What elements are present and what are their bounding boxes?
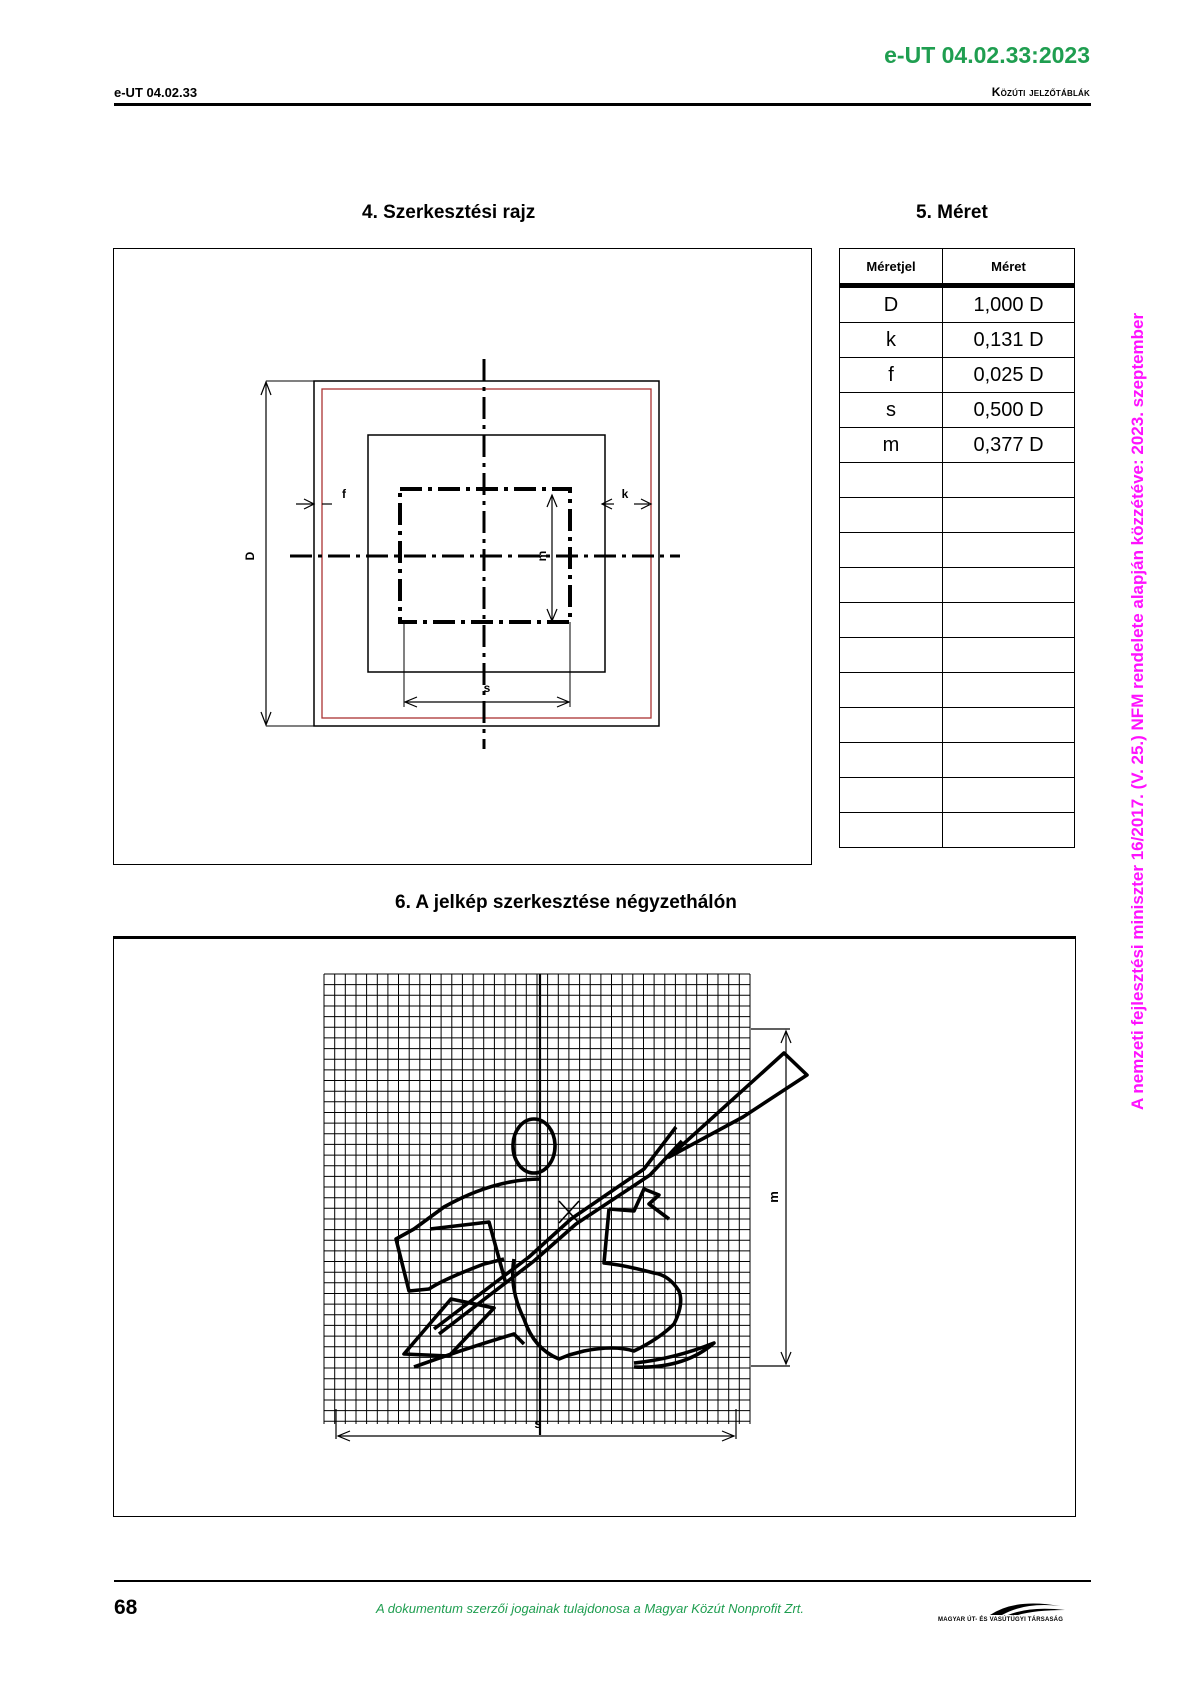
empty-cell (840, 603, 943, 638)
header-section-title: Közúti jelzőtáblák (991, 85, 1090, 99)
table-row-empty (840, 603, 1075, 638)
dimension-symbol: D (840, 286, 943, 323)
table-row (840, 393, 1075, 428)
dimension-symbol: f (840, 358, 943, 393)
col-header-symbol: Méretjel (840, 249, 943, 286)
right-arm (609, 1189, 669, 1219)
col-header-value: Méret (943, 249, 1075, 286)
empty-cell (840, 778, 943, 813)
grid-construction (113, 936, 1076, 1517)
section-4-title: 4. Szerkesztési rajz (362, 202, 536, 223)
empty-cell (943, 778, 1075, 813)
document-id: e-UT 04.02.33:2023 (884, 42, 1090, 68)
construction-drawing (113, 248, 812, 865)
empty-cell (840, 813, 943, 848)
dimension-value: 0,025 D (943, 358, 1075, 393)
table-row-empty (840, 463, 1075, 498)
empty-cell (840, 638, 943, 673)
dimension-symbol: k (840, 323, 943, 358)
empty-cell (943, 638, 1075, 673)
dimension-value: 0,377 D (943, 428, 1075, 463)
empty-cell (840, 463, 943, 498)
construction-drawing-svg (114, 249, 813, 866)
head (513, 1119, 555, 1173)
dimension-value: 0,500 D (943, 393, 1075, 428)
table-header-row (840, 249, 1075, 286)
publication-note: A nemzeti fejlesztési miniszter 16/2017. (V. 25.) NFM rendelete alapján közzétéve: 2023. szeptember (1128, 312, 1147, 1110)
empty-cell (840, 568, 943, 603)
publisher-name: MAGYAR ÚT- ÉS VASÚTÜGYI TÁRSASÁG (938, 1617, 1064, 1623)
empty-cell (943, 673, 1075, 708)
dimension-symbol: m (840, 428, 943, 463)
empty-cell (840, 533, 943, 568)
table-row (840, 358, 1075, 393)
label-s: s (483, 681, 491, 695)
empty-cell (943, 498, 1075, 533)
table-row-empty (840, 568, 1075, 603)
footer-rule (114, 1580, 1091, 1582)
table-row (840, 323, 1075, 358)
label-k: k (621, 487, 629, 501)
grid-label-m: m (766, 1191, 781, 1203)
empty-cell (943, 533, 1075, 568)
empty-cell (943, 463, 1075, 498)
table-row-empty (840, 813, 1075, 848)
table-row-empty (840, 743, 1075, 778)
empty-cell (943, 813, 1075, 848)
label-f: f (342, 487, 346, 501)
header-rule (114, 103, 1091, 106)
section-6-title: 6. A jelkép szerkesztése négyzethálón (395, 892, 737, 913)
copyright-note: A dokumentum szerzői jogainak tulajdonosa a Magyar Közút Nonprofit Zrt. (375, 1601, 804, 1616)
dimension-value: 1,000 D (943, 286, 1075, 323)
grid-label-s: s (534, 1416, 542, 1431)
header-doc-code: e-UT 04.02.33 (114, 85, 198, 100)
table-row-empty (840, 673, 1075, 708)
empty-cell (840, 673, 943, 708)
dimension-symbol: s (840, 393, 943, 428)
publisher-logo (930, 1600, 1090, 1630)
publisher-swoosh-icon (930, 1600, 1090, 1616)
sign-inner-border (322, 389, 651, 718)
sign-outer-border (314, 381, 659, 726)
kayaker-symbol (396, 1053, 807, 1367)
table-row-empty (840, 533, 1075, 568)
dimension-table (839, 248, 1075, 848)
empty-cell (840, 743, 943, 778)
grid-construction-svg (114, 939, 1077, 1520)
table-row-empty (840, 638, 1075, 673)
label-m: m (535, 550, 549, 562)
label-D: D (243, 551, 257, 561)
empty-cell (943, 743, 1075, 778)
page-number: 68 (114, 1596, 138, 1619)
table-row-empty (840, 778, 1075, 813)
section-5-title: 5. Méret (916, 202, 988, 223)
dimension-value: 0,131 D (943, 323, 1075, 358)
table-row-empty (840, 498, 1075, 533)
square-grid (324, 974, 750, 1424)
table-row-empty (840, 708, 1075, 743)
empty-cell (840, 708, 943, 743)
table-row (840, 286, 1075, 323)
empty-cell (943, 708, 1075, 743)
table-row (840, 428, 1075, 463)
empty-cell (943, 568, 1075, 603)
empty-cell (943, 603, 1075, 638)
empty-cell (840, 498, 943, 533)
